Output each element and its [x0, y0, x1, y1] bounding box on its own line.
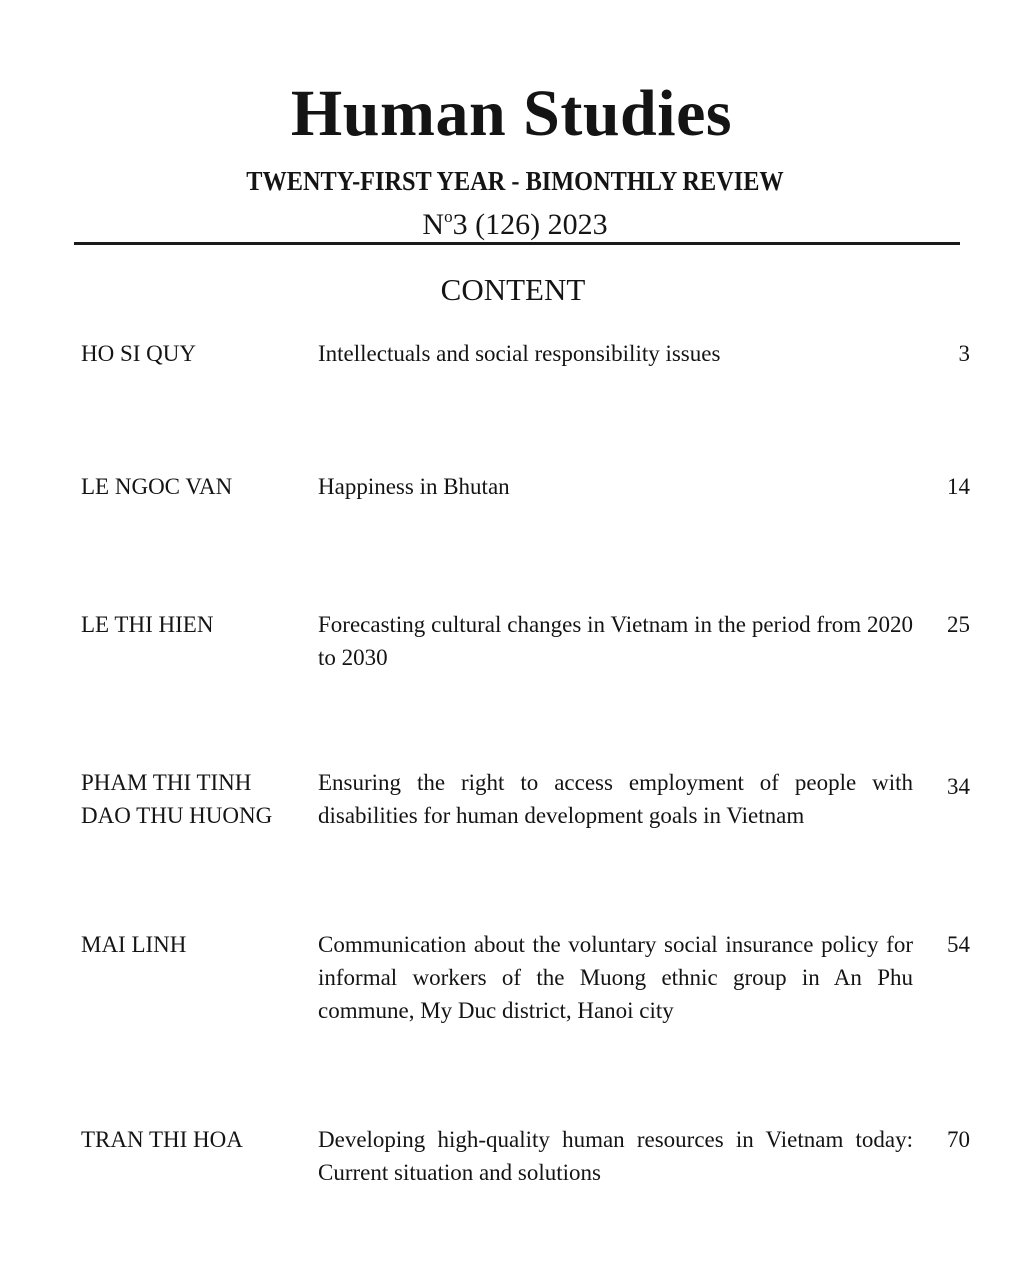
entry-authors [81, 928, 306, 961]
entry-page: 54 [947, 932, 970, 957]
entry-authors [81, 337, 306, 370]
author-name: LE THI HIEN [81, 612, 214, 637]
entry-title: Intellectuals and social responsibility issues [318, 341, 721, 366]
entry-title: Communication about the voluntary social insurance policy for informal workers of the Muong ethnic group in An Phu commune, My Duc district, Hanoi city [318, 932, 913, 1023]
entry-title: Forecasting cultural changes in Vietnam in the period from 2020 to 2030 [318, 612, 913, 670]
header-divider [74, 242, 960, 245]
issue-sup: o [444, 207, 453, 226]
entry-authors [81, 470, 306, 503]
journal-subtitle: TWENTY-FIRST YEAR - BIMONTHLY REVIEW [246, 166, 784, 196]
author-name: PHAM THI TINH [81, 770, 252, 795]
author-name: HO SI QUY [81, 341, 196, 366]
issue-number [0, 200, 1023, 242]
entry-page: 3 [958, 341, 970, 366]
author-name: LE NGOC VAN [81, 474, 233, 499]
entry-page: 14 [947, 474, 970, 499]
entry-authors [81, 766, 306, 832]
author-name: DAO THU HUONG [81, 803, 273, 828]
author-name: TRAN THI HOA [81, 1127, 243, 1152]
issue-rest: 3 (126) 2023 [452, 208, 608, 241]
contents-heading: CONTENT [440, 272, 586, 307]
entry-page: 34 [947, 774, 970, 799]
author-name: MAI LINH [81, 932, 187, 957]
entry-authors [81, 608, 306, 641]
journal-title: Human Studies [290, 77, 733, 150]
entry-title: Developing high-quality human resources in Vietnam today: Current situation and solutions [318, 1127, 913, 1185]
entry-authors [81, 1123, 306, 1156]
entry-page: 70 [947, 1127, 970, 1152]
entry-title: Ensuring the right to access employment of people with disabilities for human development goals in Vietnam [318, 770, 913, 828]
entry-title: Happiness in Bhutan [318, 474, 510, 499]
issue-prefix: N [422, 208, 445, 241]
entry-page: 25 [947, 612, 970, 637]
